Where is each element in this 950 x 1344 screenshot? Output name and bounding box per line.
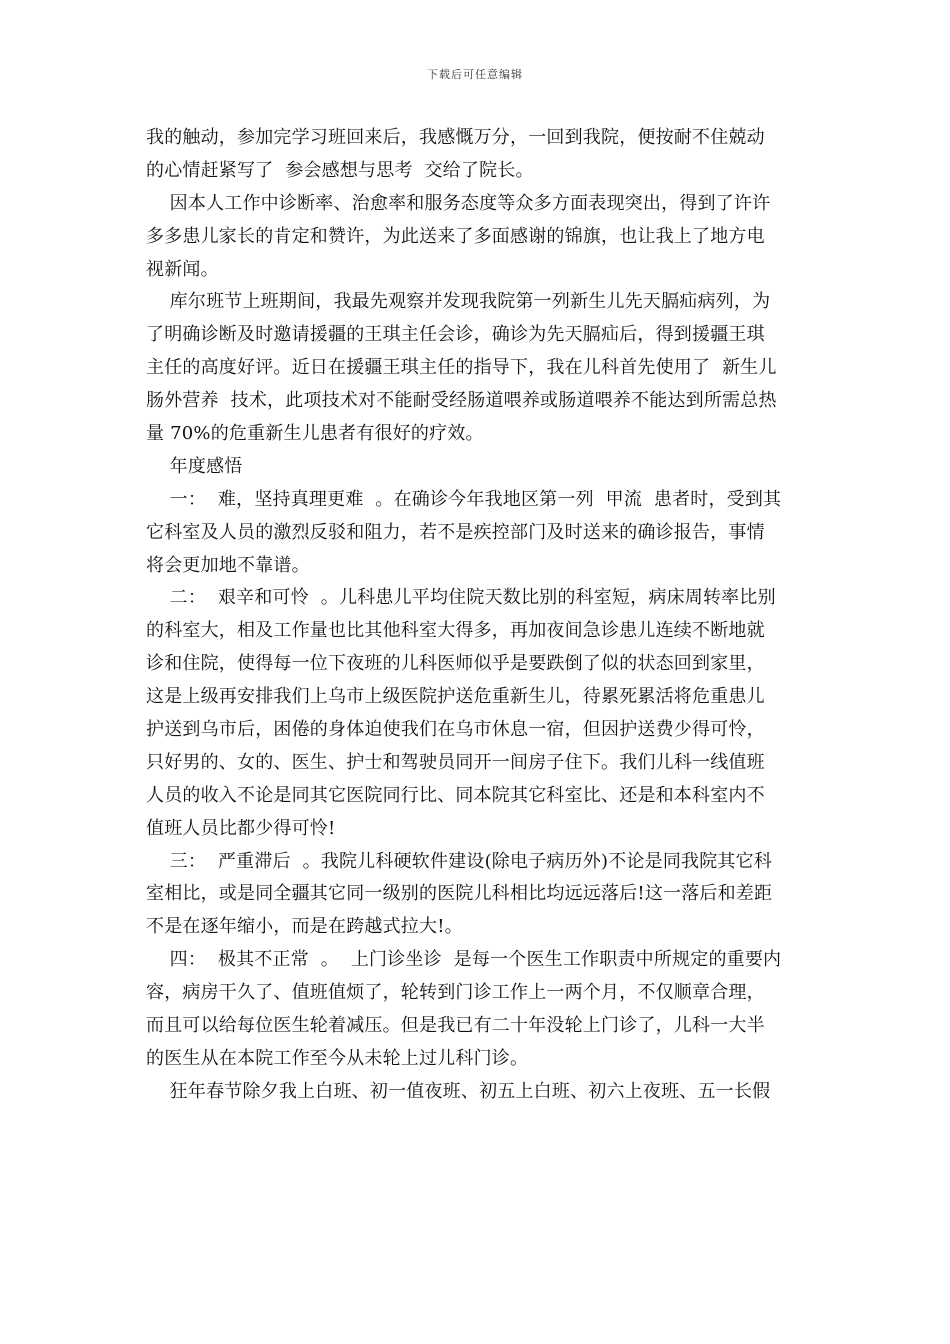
text-line: 库尔班节上班期间，我最先观察并发现我院第一列新生儿先天膈疝病列，为 [146, 291, 771, 313]
text-line: 视新闻。 [146, 258, 219, 280]
text-line: 的科室大，相及工作量也比其他科室大得多，再加夜间急诊患儿连续不断地就 [146, 620, 765, 642]
text-line: 了明确诊断及时邀请援疆的王琪主任会诊，确诊为先天膈疝后，得到援疆王琪 [146, 324, 765, 346]
text-line: 室相比，或是同全疆其它同一级别的医院儿科相比均远远落后!这一落后和差距 [146, 883, 773, 905]
text-line: 将会更加地不靠谱。 [146, 554, 310, 576]
text-line: 一： 难，坚持真理更难 。在确诊今年我地区第一列 甲流 患者时，受到其 [146, 488, 782, 510]
text-line: 三： 严重滞后 。我院儿科硬软件建设(除电子病历外)不论是同我院其它科 [146, 850, 773, 872]
text-line: 狂年春节除夕我上白班、初一值夜班、初五上白班、初六上夜班、五一长假 [146, 1080, 771, 1102]
text-line: 二： 艰辛和可怜 。儿科患儿平均住院天数比别的科室短，病床周转率比别 [146, 587, 776, 609]
text-line: 容，病房干久了、值班值烦了，轮转到门诊工作上一两个月，不仅顺章合理， [146, 982, 765, 1004]
text-line: 护送到乌市后，困倦的身体迫使我们在乌市休息一宿，但因护送费少得可怜， [146, 719, 765, 741]
text-line: 主任的高度好评。近日在援疆王琪主任的指导下，我在儿科首先使用了 新生儿 [146, 357, 777, 379]
text-line: 多多患儿家长的肯定和赞许，为此送来了多面感谢的锦旗，也让我上了地方电 [146, 225, 765, 247]
text-line: 年度感悟 [146, 455, 243, 477]
page-header: 下载后可任意编辑 [427, 68, 523, 81]
text-line: 的心情赶紧写了 参会感想与思考 交给了院长。 [146, 159, 534, 181]
text-line: 而且可以给每位医生轮着减压。但是我已有二十年没轮上门诊了，儿科一大半 [146, 1015, 765, 1037]
text-line: 量 70%的危重新生儿患者有很好的疗效。 [146, 423, 484, 445]
document-body [146, 122, 810, 1109]
text-line: 值班人员比都少得可怜! [146, 817, 336, 839]
text-line: 它科室及人员的激烈反驳和阻力，若不是疾控部门及时送来的确诊报告，事情 [146, 521, 765, 543]
text-line: 人员的收入不论是同其它医院同行比、同本院其它科室比、还是和本科室内不 [146, 784, 765, 806]
text-line: 的医生从在本院工作至今从未轮上过儿科门诊。 [146, 1047, 529, 1069]
text-line: 因本人工作中诊断率、治愈率和服务态度等众多方面表现突出，得到了许许 [146, 192, 771, 214]
text-line: 不是在逐年缩小，而是在跨越式拉大!。 [146, 916, 463, 938]
text-line: 只好男的、女的、医生、护士和驾驶员同开一间房子住下。我们儿科一线值班 [146, 751, 765, 773]
text-line: 诊和住院，使得每一位下夜班的儿科医师似乎是要跌倒了似的状态回到家里， [146, 653, 765, 675]
text-line: 四： 极其不正常 。 上门诊坐诊 是每一个医生工作职责中所规定的重要内 [146, 949, 782, 971]
text-line: 这是上级再安排我们上乌市上级医院护送危重新生儿，待累死累活将危重患儿 [146, 686, 765, 708]
text-line: 肠外营养 技术，此项技术对不能耐受经肠道喂养或肠道喂养不能达到所需总热 [146, 390, 777, 412]
text-line: 我的触动，参加完学习班回来后，我感慨万分，一回到我院，便按耐不住兢动 [146, 127, 765, 148]
